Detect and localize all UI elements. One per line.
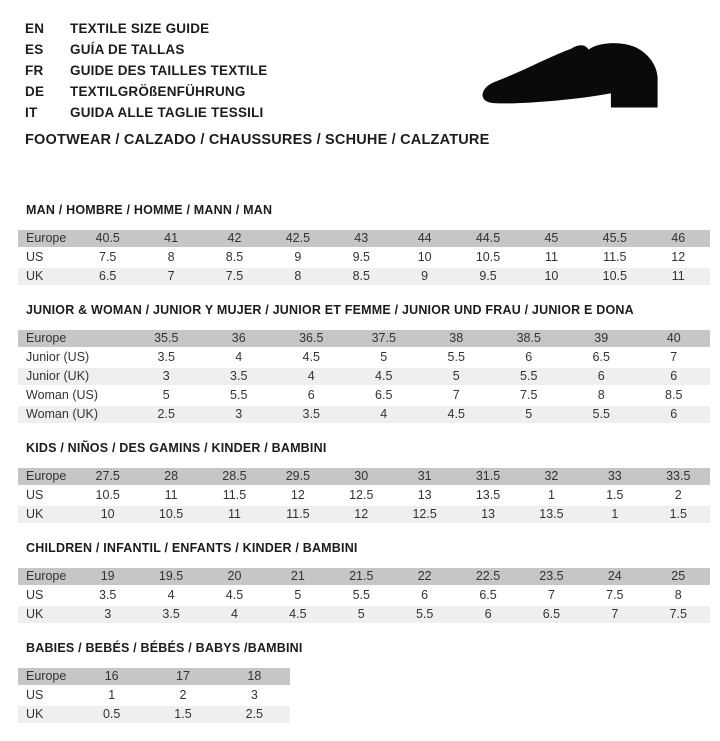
size-cell: 6.5	[565, 349, 638, 366]
size-cell: 6	[638, 406, 711, 423]
size-cell: 23.5	[520, 568, 583, 585]
size-cell: 41	[139, 230, 202, 247]
size-cell: 22	[393, 568, 456, 585]
size-cell: 4.5	[348, 368, 421, 385]
size-cell: 6.5	[348, 387, 421, 404]
size-cell: 1.5	[583, 487, 646, 504]
size-cell: 7	[583, 606, 646, 623]
table-row	[18, 606, 710, 623]
size-cell: 5	[348, 349, 421, 366]
row-label: Junior (US)	[18, 349, 130, 366]
size-section	[18, 203, 710, 287]
size-cell: 6	[275, 387, 348, 404]
size-cell: 6.5	[520, 606, 583, 623]
table-row	[18, 249, 710, 266]
table-row	[18, 387, 710, 404]
size-cell: 42.5	[266, 230, 329, 247]
size-cell: 5.5	[493, 368, 566, 385]
language-label: GUÍA DE TALLAS	[70, 42, 185, 57]
language-row	[25, 18, 268, 39]
size-table	[18, 566, 710, 625]
size-cell: 7	[520, 587, 583, 604]
size-cell: 10	[520, 268, 583, 285]
size-table	[18, 328, 710, 425]
size-cell: 31.5	[456, 468, 519, 485]
size-table	[18, 666, 290, 725]
size-cell: 3	[219, 687, 290, 704]
language-row	[25, 39, 268, 60]
table-row	[18, 268, 710, 285]
size-cell: 11.5	[583, 249, 646, 266]
size-cell: 5	[130, 387, 203, 404]
size-cell: 11	[520, 249, 583, 266]
size-cell: 4.5	[266, 606, 329, 623]
size-cell: 6.5	[456, 587, 519, 604]
size-cell: 22.5	[456, 568, 519, 585]
size-cell: 3.5	[139, 606, 202, 623]
size-cell: 2.5	[130, 406, 203, 423]
size-cell: 11	[647, 268, 710, 285]
size-cell: 3	[76, 606, 139, 623]
size-cell: 31	[393, 468, 456, 485]
row-label: Europe	[18, 568, 76, 585]
size-cell: 40.5	[76, 230, 139, 247]
size-cell: 16	[76, 668, 147, 685]
row-label: US	[18, 487, 76, 504]
row-label: UK	[18, 506, 76, 523]
size-cell: 12	[266, 487, 329, 504]
size-cell: 4.5	[203, 587, 266, 604]
size-cell: 5.5	[203, 387, 276, 404]
size-cell: 4	[203, 606, 266, 623]
size-cell: 7.5	[493, 387, 566, 404]
language-row	[25, 81, 268, 102]
size-cell: 27.5	[76, 468, 139, 485]
size-cell: 3.5	[275, 406, 348, 423]
size-cell: 21.5	[330, 568, 393, 585]
table-row	[18, 568, 710, 585]
size-cell: 21	[266, 568, 329, 585]
size-cell: 42	[203, 230, 266, 247]
size-cell: 10.5	[583, 268, 646, 285]
section-title: MAN / HOMBRE / HOMME / MANN / MAN	[26, 203, 273, 217]
language-code: ES	[25, 42, 44, 57]
size-cell: 3.5	[130, 349, 203, 366]
language-row	[25, 102, 268, 123]
size-cell: 40	[638, 330, 711, 347]
size-cell: 5	[266, 587, 329, 604]
size-cell: 6	[393, 587, 456, 604]
size-cell: 20	[203, 568, 266, 585]
table-row	[18, 506, 710, 523]
row-label: Europe	[18, 230, 76, 247]
size-cell: 18	[219, 668, 290, 685]
size-cell: 1	[520, 487, 583, 504]
table-row	[18, 349, 710, 366]
size-cell: 7.5	[76, 249, 139, 266]
size-cell: 10.5	[456, 249, 519, 266]
size-cell: 28.5	[203, 468, 266, 485]
size-cell: 6	[565, 368, 638, 385]
size-cell: 8	[647, 587, 710, 604]
language-code: IT	[25, 105, 38, 120]
row-label: Europe	[18, 468, 76, 485]
size-cell: 10.5	[139, 506, 202, 523]
category-title: FOOTWEAR / CALZADO / CHAUSSURES / SCHUHE / CALZATURE	[25, 132, 490, 148]
row-label: UK	[18, 268, 76, 285]
size-cell: 8	[139, 249, 202, 266]
size-cell: 39	[565, 330, 638, 347]
language-label: GUIDA ALLE TAGLIE TESSILI	[70, 105, 264, 120]
size-cell: 7	[139, 268, 202, 285]
size-cell: 38	[420, 330, 493, 347]
size-cell: 6	[456, 606, 519, 623]
size-cell: 8	[565, 387, 638, 404]
size-cell: 19.5	[139, 568, 202, 585]
table-row	[18, 468, 710, 485]
size-cell: 45	[520, 230, 583, 247]
table-row	[18, 230, 710, 247]
size-cell: 8.5	[330, 268, 393, 285]
size-cell: 2	[147, 687, 218, 704]
row-label: Europe	[18, 330, 130, 347]
size-cell: 3.5	[203, 368, 276, 385]
size-cell: 5.5	[565, 406, 638, 423]
size-cell: 29.5	[266, 468, 329, 485]
size-cell: 1	[583, 506, 646, 523]
row-label: US	[18, 687, 76, 704]
size-cell: 4.5	[275, 349, 348, 366]
size-cell: 46	[647, 230, 710, 247]
size-cell: 3	[203, 406, 276, 423]
size-cell: 5	[330, 606, 393, 623]
size-cell: 17	[147, 668, 218, 685]
table-row	[18, 687, 290, 704]
language-list	[25, 18, 268, 123]
size-cell: 19	[76, 568, 139, 585]
size-cell: 6.5	[76, 268, 139, 285]
size-cell: 10.5	[76, 487, 139, 504]
size-cell: 1	[76, 687, 147, 704]
table-row	[18, 330, 710, 347]
size-cell: 24	[583, 568, 646, 585]
section-title: BABIES / BEBÉS / BÉBÉS / BABYS /BAMBINI	[26, 641, 303, 655]
size-cell: 1.5	[647, 506, 710, 523]
size-cell: 12	[330, 506, 393, 523]
size-cell: 12.5	[393, 506, 456, 523]
table-row	[18, 368, 710, 385]
row-label: Woman (US)	[18, 387, 130, 404]
table-row	[18, 668, 290, 685]
size-cell: 4.5	[420, 406, 493, 423]
size-cell: 6	[638, 368, 711, 385]
language-label: TEXTILE SIZE GUIDE	[70, 21, 210, 36]
table-row	[18, 406, 710, 423]
size-table	[18, 466, 710, 525]
size-cell: 11	[203, 506, 266, 523]
size-cell: 8.5	[638, 387, 711, 404]
section-title: KIDS / NIÑOS / DES GAMINS / KINDER / BAMBINI	[26, 441, 327, 455]
row-label: Europe	[18, 668, 76, 685]
table-row	[18, 706, 290, 723]
size-cell: 30	[330, 468, 393, 485]
size-cell: 43	[330, 230, 393, 247]
language-code: DE	[25, 84, 45, 99]
size-cell: 11.5	[266, 506, 329, 523]
size-section	[18, 441, 710, 525]
size-cell: 35.5	[130, 330, 203, 347]
dress-shoe-icon	[478, 40, 686, 112]
size-cell: 2	[647, 487, 710, 504]
size-cell: 7	[638, 349, 711, 366]
size-cell: 3.5	[76, 587, 139, 604]
size-cell: 25	[647, 568, 710, 585]
size-cell: 28	[139, 468, 202, 485]
size-cell: 5.5	[330, 587, 393, 604]
size-cell: 45.5	[583, 230, 646, 247]
size-cell: 11.5	[203, 487, 266, 504]
size-cell: 0.5	[76, 706, 147, 723]
size-cell: 13.5	[520, 506, 583, 523]
size-cell: 33.5	[647, 468, 710, 485]
size-cell: 10	[393, 249, 456, 266]
language-label: GUIDE DES TAILLES TEXTILE	[70, 63, 268, 78]
row-label: Junior (UK)	[18, 368, 130, 385]
size-section	[18, 641, 710, 725]
language-code: EN	[25, 21, 45, 36]
size-table	[18, 228, 710, 287]
size-cell: 4	[139, 587, 202, 604]
size-cell: 10	[76, 506, 139, 523]
size-cell: 4	[203, 349, 276, 366]
language-row	[25, 60, 268, 81]
size-cell: 5	[420, 368, 493, 385]
size-tables-container	[18, 203, 710, 741]
size-cell: 13.5	[456, 487, 519, 504]
language-label: TEXTILGRÖßENFÜHRUNG	[70, 84, 246, 99]
row-label: US	[18, 249, 76, 266]
size-cell: 8.5	[203, 249, 266, 266]
table-row	[18, 587, 710, 604]
row-label: UK	[18, 606, 76, 623]
size-cell: 3	[130, 368, 203, 385]
size-cell: 8	[266, 268, 329, 285]
size-cell: 36	[203, 330, 276, 347]
table-row	[18, 487, 710, 504]
size-cell: 36.5	[275, 330, 348, 347]
size-cell: 2.5	[219, 706, 290, 723]
size-cell: 9.5	[330, 249, 393, 266]
size-cell: 7.5	[647, 606, 710, 623]
size-cell: 5.5	[420, 349, 493, 366]
row-label: US	[18, 587, 76, 604]
size-cell: 11	[139, 487, 202, 504]
size-cell: 9	[393, 268, 456, 285]
size-cell: 12	[647, 249, 710, 266]
size-cell: 6	[493, 349, 566, 366]
language-code: FR	[25, 63, 44, 78]
size-cell: 13	[456, 506, 519, 523]
size-section	[18, 303, 710, 425]
size-cell: 9.5	[456, 268, 519, 285]
size-section	[18, 541, 710, 625]
size-cell: 5	[493, 406, 566, 423]
size-cell: 5.5	[393, 606, 456, 623]
size-cell: 12.5	[330, 487, 393, 504]
size-cell: 32	[520, 468, 583, 485]
size-cell: 9	[266, 249, 329, 266]
size-cell: 1.5	[147, 706, 218, 723]
size-cell: 4	[275, 368, 348, 385]
size-cell: 44.5	[456, 230, 519, 247]
section-title: JUNIOR & WOMAN / JUNIOR Y MUJER / JUNIOR ET FEMME / JUNIOR UND FRAU / JUNIOR E DONA	[26, 303, 634, 317]
size-cell: 7.5	[583, 587, 646, 604]
size-cell: 38.5	[493, 330, 566, 347]
size-cell: 44	[393, 230, 456, 247]
row-label: Woman (UK)	[18, 406, 130, 423]
size-cell: 37.5	[348, 330, 421, 347]
size-cell: 33	[583, 468, 646, 485]
row-label: UK	[18, 706, 76, 723]
size-cell: 7.5	[203, 268, 266, 285]
size-cell: 4	[348, 406, 421, 423]
section-title: CHILDREN / INFANTIL / ENFANTS / KINDER / BAMBINI	[26, 541, 358, 555]
size-cell: 13	[393, 487, 456, 504]
size-cell: 7	[420, 387, 493, 404]
